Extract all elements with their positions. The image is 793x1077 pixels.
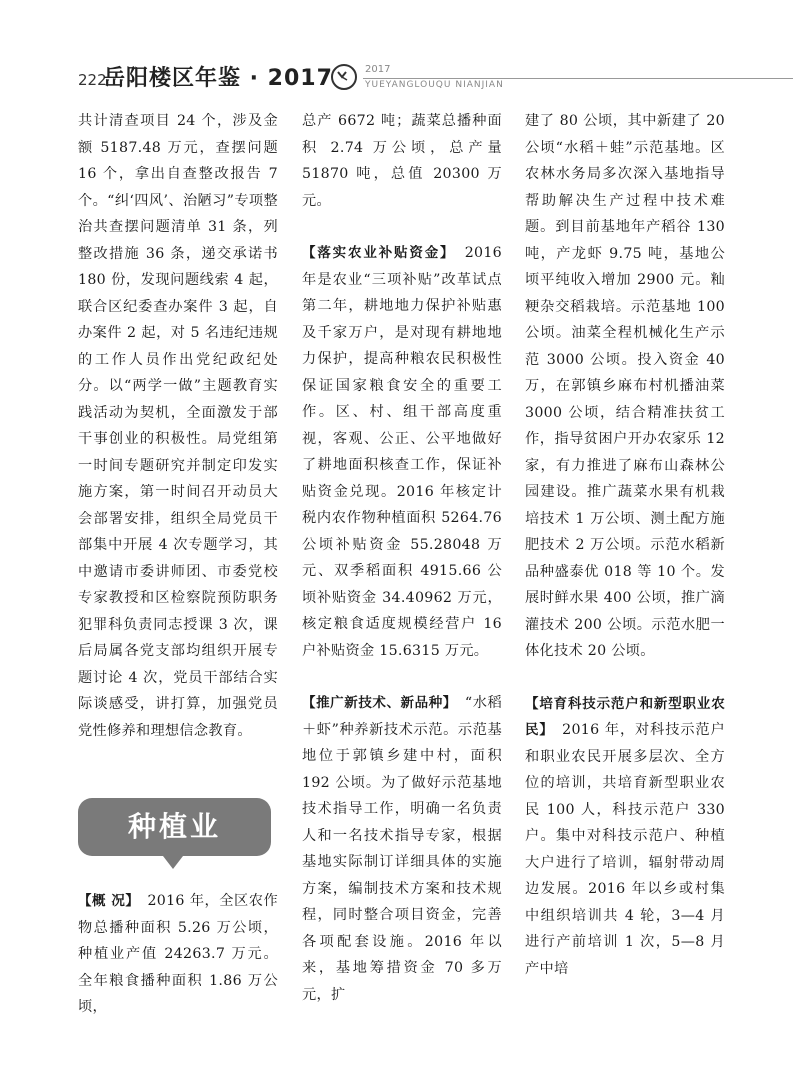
book-title: 岳阳楼区年鉴 · 2017 [103, 66, 333, 91]
paragraph-text: 2016 年，全区农作物总播种面积 5.26 万公顷，种植业产值 24263.7 万元。全年粮食播种面积 1.86 万公顷， [78, 893, 278, 1015]
section-heading: 【概 况】 [78, 893, 133, 909]
section-banner [78, 798, 271, 856]
column-2 [302, 108, 502, 1008]
paragraph: 总产 6672 吨；蔬菜总播种面积 2.74 万公顷，总产量 51870 吨，总值 20300 万元。 [302, 113, 502, 209]
column-3 [525, 108, 725, 982]
page-header [0, 0, 793, 110]
paragraph [302, 690, 502, 1008]
section-heading: 【推广新技术、新品种】 [302, 695, 451, 711]
paragraph: 共计清查项目 24 个，涉及金额 5187.48 万元，查摆问题 16 个，拿出自查整改报告 7 个。“纠‘四风’、治陋习”专项整治共查摆问题清单 31 条，列整改措施 36 条，递交承诺书 180 份，发现问题线索 4 起，联合区纪委查办案件 3 起，自办案件 2 起，对 5 名违纪违规的工作人员作出党纪政纪处分。以“两学一做”主题教育实践活动为契机，全面激发于部干事创业的积极性。局党组第一时间专题研究并制定印发实施方案，第一时间召开动员大会部署安排，组织全局党员干部集中开展 4 次专题学习，其中邀请市委讲师团、市委党校专家教授和区检察院预防职务犯罪科负责同志授课 3 次，课后局属各党支部均组织开展专题讨论 4 次，党员干部结合实际谈感受，讲打算，加强党员党性修养和理想信念教育。 [78, 113, 278, 739]
header-rule [363, 78, 793, 79]
header-en-title: YUEYANGLOUQU NIANJIAN [365, 80, 504, 90]
yearbook-logo-icon [331, 64, 357, 90]
paragraph-text: 2016 年，对科技示范户和职业农民开展多层次、全方位的培训，共培育新型职业农民 100 人，科技示范户 330 户。集中对科技示范户、种植大户进行了培训，辐射带动周边发展。2016 年以乡或村集中组织培训共 4 轮，3—4 月进行产前培训 1 次，5—8 月产中培 [525, 722, 725, 977]
paragraph-text: 2016 年是农业“三项补贴”改革试点第二年，耕地地力保护补贴惠及千家万户，是对现有耕地地力保护，提高种粮农民积极性保证国家粮食安全的重要工作。区、村、组干部高度重视，客观、公正、公平地做好了耕地面积核查工作，保证补贴资金兑现。2016 年核定计税内农作物种植面积 5264.76 公顷补贴资金 55.28048 万元、双季稻面积 4915.66 公顷补贴资金 34.40962 万元，核定粮食适度规模经营户 16 户补贴资金 15.6315 万元。 [302, 245, 502, 659]
paragraph [525, 691, 725, 983]
paragraph [78, 888, 278, 1021]
paragraph-text: “水稻＋虾”种养新技术示范。示范基地位于郭镇乡建中村，面积 192 公顷。为了做好示范基地技术指导工作，明确一名负责人和一名技术指导专家，根据基地实际制订详细具体的实施方案，编制技术方案和技术规程，同时整合项目资金，完善各项配套设施。2016 年以来，基地筹措资金 70 多万元，扩 [302, 695, 502, 1003]
section-banner-title: 种植业 [127, 810, 221, 843]
column-1-lower [78, 888, 278, 1021]
header-en-year: 2017 [365, 64, 391, 75]
section-heading: 【培育科技示范户和新型职业农民】 [525, 695, 725, 738]
paragraph: 建了 80 公顷，其中新建了 20 公顷“水稻＋蛙”示范基地。区农林水务局多次深入基地指导帮助解决生产过程中技术难题。到目前基地年产稻谷 130 吨，产龙虾 9.75 吨，基地公顷平纯收入增加 2900 元。籼粳杂交稻栽培。示范基地 100 公顷。油菜全程机械化生产示范 3000 公顷。投入资金 40 万，在郭镇乡麻布村机播油菜 3000 公顷，结合精准扶贫工作，指导贫困户开办农家乐 12 家，有力推进了麻布山森林公园建设。推广蔬菜水果有机栽培技术 1 万公顷、测土配方施肥技术 2 万公顷。示范水稻新品种盛泰优 018 等 10 个。发展时鲜水果 400 公顷，推广滴灌技术 200 公顷。示范水肥一体化技术 20 公顷。 [525, 113, 725, 659]
page-number: 222 [78, 71, 107, 89]
banner-pointer [163, 856, 183, 869]
column-1 [78, 108, 278, 744]
section-heading: 【落实农业补贴资金】 [302, 245, 449, 261]
paragraph [302, 240, 502, 664]
